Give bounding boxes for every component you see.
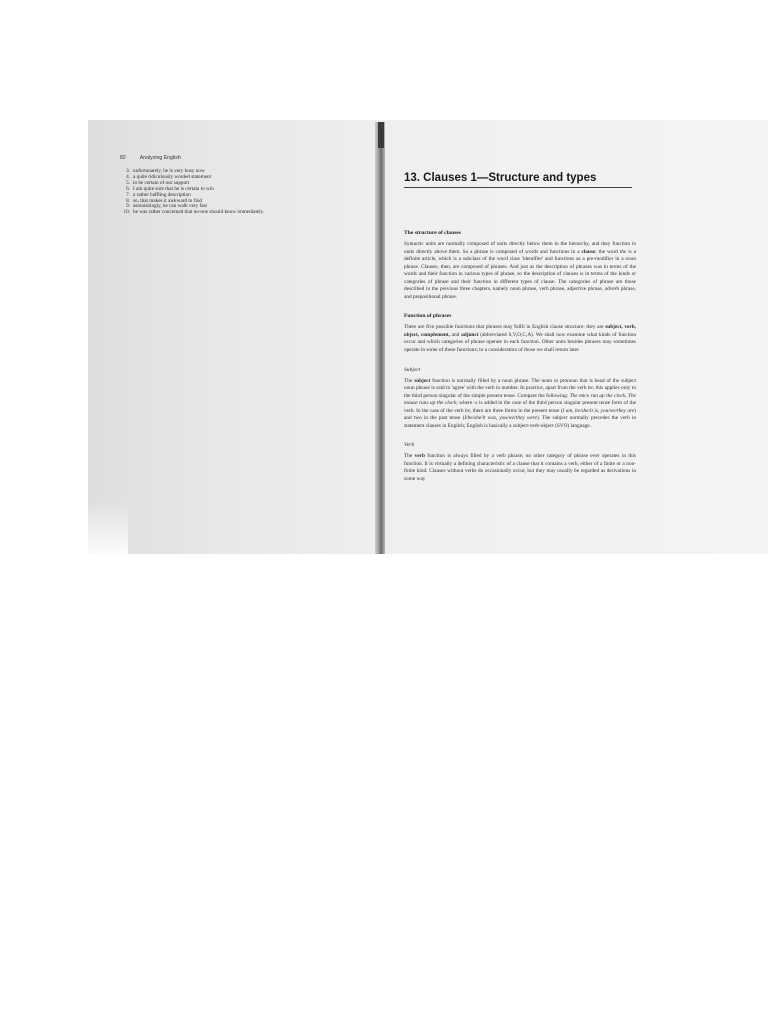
section-paragraph: The verb function is always filled by a verb phrase; no other category of phrase ever operates in this function. It is virtually a defining characteristic of a clause that it contains a verb, either of a finite or a non-finite kind. Clauses without verbs do occasionally occur, but they may usually be regarded as derivations in some way xyxy=(404,453,637,483)
gutter-shadow xyxy=(378,122,384,148)
item-text: he was rather concerned that no-one should know immediately. xyxy=(133,209,265,216)
title-rule xyxy=(404,187,632,188)
section-paragraph: There are five possible functions that phrases may fulfil in English clause structure: they are subject, verb, object, complement, and adjunct (abbreviated S,V,O,C,A). We shall now examine what kinds of function occur and which categories of phrase operate in each function. Other units besides phrases may sometimes operate in some of these functions; to a consideration of those we shall return later. xyxy=(404,324,637,354)
left-page xyxy=(120,155,370,216)
item-number: 4. xyxy=(126,173,130,180)
item-number: 9. xyxy=(126,203,130,210)
page-edge-fade xyxy=(88,500,128,554)
running-head xyxy=(120,155,370,161)
item-number: 6. xyxy=(126,185,130,192)
item-number: 7. xyxy=(126,191,130,198)
subsection-heading: Verb xyxy=(404,442,415,449)
item-number: 5. xyxy=(126,179,130,186)
subsection-heading: Subject xyxy=(404,366,421,373)
item-text: so, that makes it awkward to find xyxy=(133,197,203,204)
right-page xyxy=(404,172,636,496)
chapter-title: 13. Clauses 1—Structure and types xyxy=(404,172,597,184)
book-gutter xyxy=(375,122,385,554)
section-paragraph: The subject function is normally filled by a noun phrase. The noun or pronoun that is head of the subject noun phrase is said to 'agree' with the verb in number. In practice, apart from the verb be, this applies only to the third person singular of the simple present tense. Compare the following: The mice run up the clock, The mouse runs up the clock; where -s is added in the case of the third person singular present tense form of the verb. In the case of the verb be, there are three forms in the present tense (I am, he/she/it is, you/we/they are) and two in the past tense (I/he/she/it was, you/we/they were). The subject normally precedes the verb in statement clauses in English; English is basically a subject-verb-object (SVO) language. xyxy=(404,377,637,429)
item-text: to be certain of our support xyxy=(133,179,190,186)
item-number: 8. xyxy=(126,197,130,204)
section-heading: Function of phrases xyxy=(404,313,452,320)
section-paragraph: Syntactic units are normally composed of units directly below them in the hierarchy, and they function in units directly above them. So a phrase is composed of words and functions in a clause; the word the is a definite article, which is a subclass of the word class 'identifier' and functions as a pre-modifier in a noun phrase. Clauses, then, are composed of phrases. And just as the description of phrases was in terms of the words and their function in various types of phrase, so the description of clauses is in terms of the kinds or categories of phrase and their function in different types of clause. The categories of phrase are those described in the previous three chapters, namely noun phrase, verb phrase, adjective phrase, adverb phrase, and prepositional phrase. xyxy=(404,241,636,300)
running-head-title: Analyzing English xyxy=(139,155,181,161)
item-text: a quite ridiculously worded statement xyxy=(133,173,212,180)
item-text: unfortunately, he is very busy now xyxy=(133,168,205,174)
item-text: a rather baffling description xyxy=(133,191,191,198)
section-heading: The structure of clauses xyxy=(404,230,461,236)
item-number: 3. xyxy=(126,168,130,174)
list-item xyxy=(120,210,370,216)
page-number: 82 xyxy=(120,155,126,161)
item-number: 10. xyxy=(123,209,130,216)
item-text: astonishingly, he can walk very fast xyxy=(133,203,207,210)
exercise-list xyxy=(120,169,370,216)
item-text: I am quite sure that he is certain to win xyxy=(133,185,214,192)
